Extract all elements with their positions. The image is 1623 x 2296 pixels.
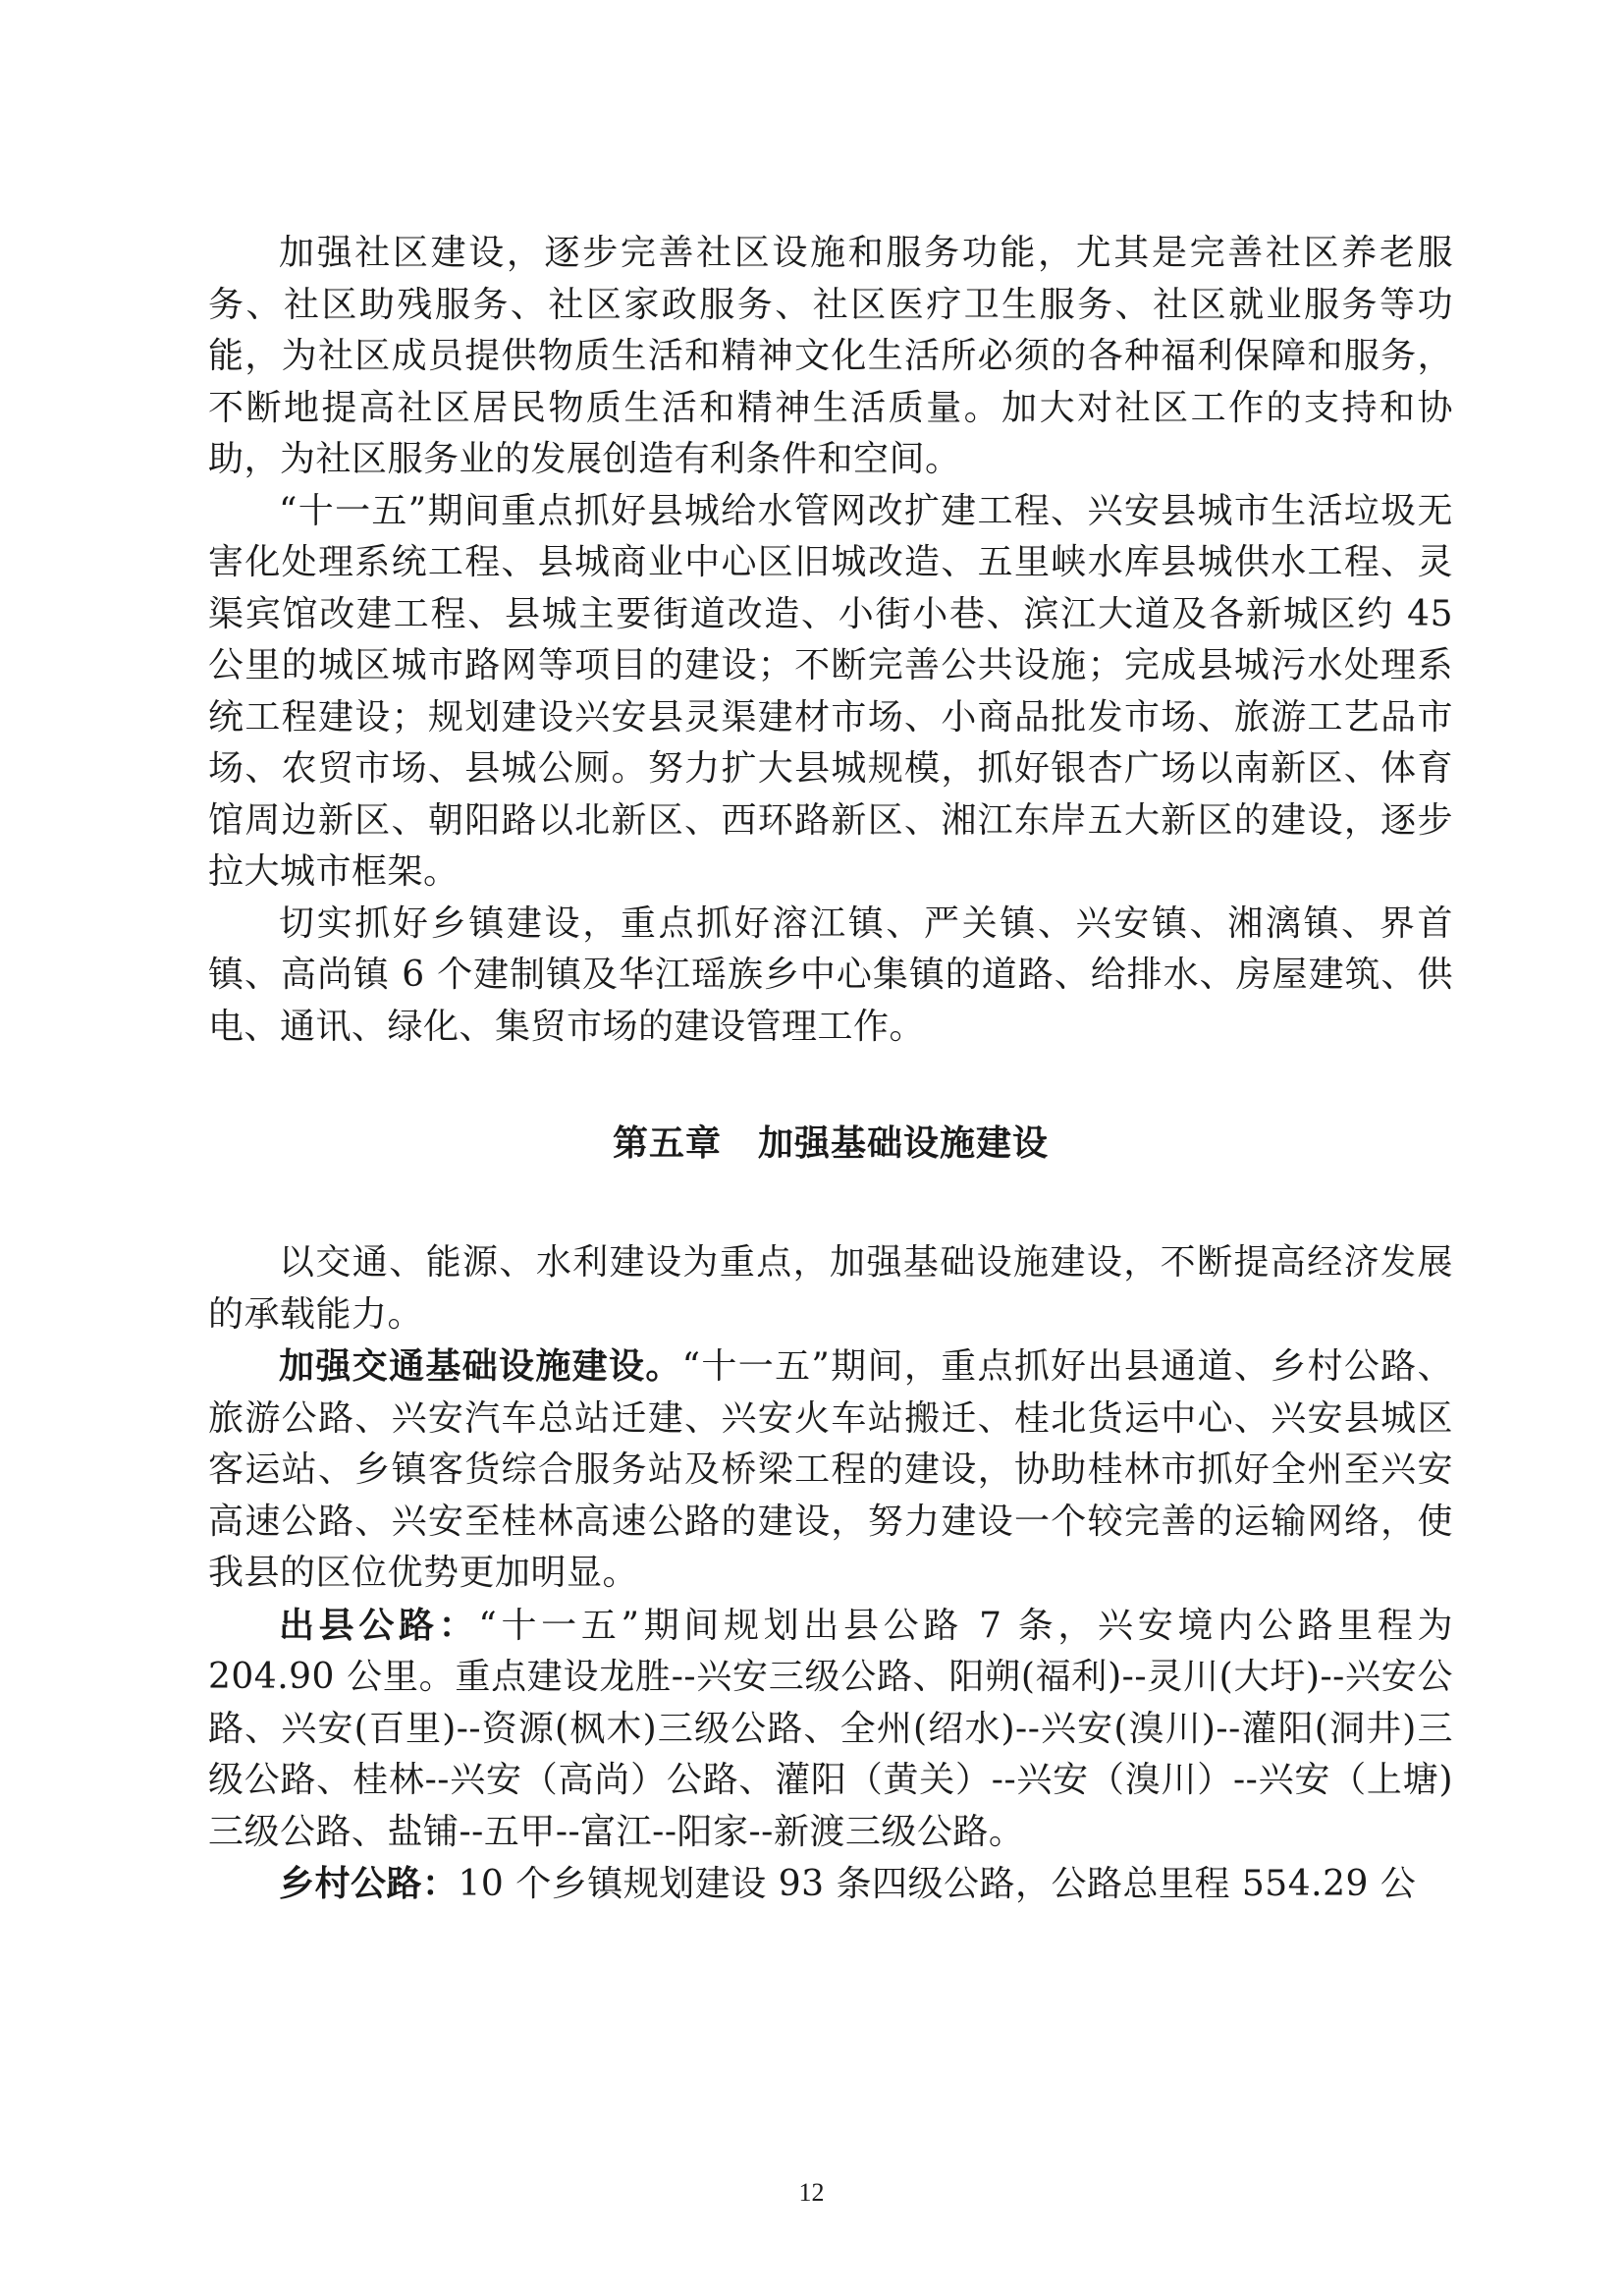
body-text bbox=[208, 228, 1453, 1911]
county-roads-text: “十一五”期间规划出县公路 7 条，兴安境内公路里程为 204.90 公里。重点建设龙胜--兴安三级公路、阳朔(福利)--灵川(大圩)--兴安公路、兴安(百里)--资源(枫木)三级公路、全州(绍水)--兴安(溴川)--灌阳(洞井)三级公路、桂林--兴安（高尚）公路、灌阳（黄关）--兴安（溴川）--兴安（上塘)三级公路、盐铺--五甲--富江--阳家--新渡三级公路。 bbox=[208, 1605, 1453, 1852]
paragraph-community-construction: 加强社区建设，逐步完善社区设施和服务功能，尤其是完善社区养老服务、社区助残服务、社区家政服务、社区医疗卫生服务、社区就业服务等功能，为社区成员提供物质生活和精神文化生活所必须的各种福利保障和服务，不断地提高社区居民物质生活和精神生活质量。加大对社区工作的支持和协助，为社区服务业的发展创造有利条件和空间。 bbox=[208, 233, 1453, 479]
paragraph-chapter-intro: 以交通、能源、水利建设为重点，加强基础设施建设，不断提高经济发展的承载能力。 bbox=[208, 1242, 1453, 1335]
transport-text: “十一五”期间，重点抓好出县通道、乡村公路、旅游公路、兴安汽车总站迁建、兴安火车站搬迁、桂北货运中心、兴安县城区客运站、乡镇客货综合服务站及桥梁工程的建设，协助桂林市抓好全州至兴安高速公路、兴安至桂林高速公路的建设，努力建设一个较完善的运输网络，使我县的区位优势更加明显。 bbox=[208, 1346, 1453, 1593]
village-roads-text: 10 个乡镇规划建设 93 条四级公路，公路总里程 554.29 公 bbox=[458, 1864, 1417, 1904]
paragraph-county-projects: “十一五”期间重点抓好县城给水管网改扩建工程、兴安县城市生活垃圾无害化处理系统工程、县城商业中心区旧城改造、五里峡水库县城供水工程、灵渠宾馆改建工程、县城主要街道改造、小街小巷、滨江大道及各新城区约 45 公里的城区城市路网等项目的建设；不断完善公共设施；完成县城污水处理系统工程建设；规划建设兴安县灵渠建材市场、小商品批发市场、旅游工艺品市场、农贸市场、县城公厕。努力扩大县城规模，抓好银杏广场以南新区、体育馆周边新区、朝阳路以北新区、西环路新区、湘江东岸五大新区的建设，逐步拉大城市框架。 bbox=[208, 490, 1453, 892]
paragraph-village-roads bbox=[208, 1858, 1453, 1911]
county-roads-lead: 出县公路： bbox=[279, 1604, 479, 1646]
village-roads-lead: 乡村公路： bbox=[279, 1863, 459, 1904]
paragraph-township-construction: 切实抓好乡镇建设，重点抓好溶江镇、严关镇、兴安镇、湘漓镇、界首镇、高尚镇 6 个建制镇及华江瑶族乡中心集镇的道路、给排水、房屋建筑、供电、通讯、绿化、集贸市场的建设管理工作。 bbox=[208, 902, 1453, 1047]
chapter-heading: 第五章 加强基础设施建设 bbox=[612, 1122, 1049, 1164]
paragraph-transport-infrastructure bbox=[208, 1340, 1453, 1600]
page-number: 12 bbox=[798, 2178, 825, 2207]
transport-lead: 加强交通基础设施建设。 bbox=[279, 1345, 682, 1387]
paragraph-county-roads bbox=[208, 1600, 1453, 1859]
